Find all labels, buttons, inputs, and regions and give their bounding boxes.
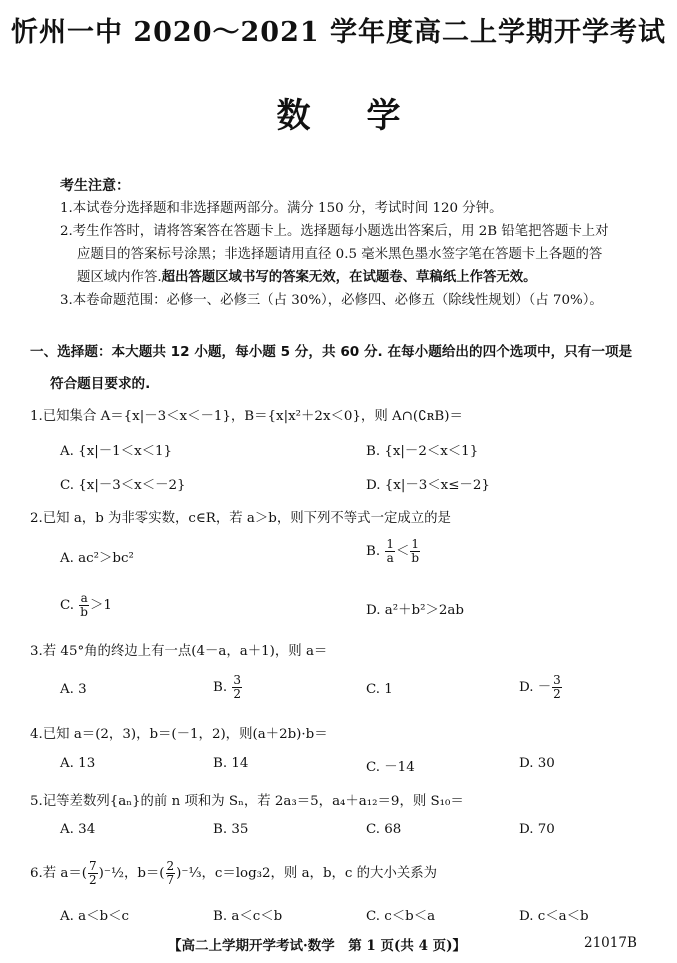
q5-option-c: C. 68 (366, 822, 402, 837)
q3-option-d-num: 3 (553, 673, 561, 687)
notice-heading: 考生注意： (60, 178, 130, 194)
q2-option-b-num-2: 1 (411, 537, 420, 551)
q6-b-num: 2 (166, 859, 175, 873)
notice-item-2-line-2: 应题目的答案标号涂黑；非选择题请用直径 0.5 毫米黑色墨水签字笔在答题卡上各题的答 (77, 247, 603, 262)
q1-stem: 1.已知集合 A＝{x|－3＜x＜－1}，B＝{x|x²＋2x＜0}，则 A∩(∁ʀB)＝ (30, 409, 463, 424)
section-header-line-1: 一、选择题：本大题共 12 小题，每小题 5 分，共 60 分. 在每小题给出的四个选项中，只有一项是 (30, 344, 633, 360)
q3-option-b-label: B. (213, 680, 228, 695)
q3-option-d-den: 2 (553, 687, 561, 701)
q3-option-d (519, 674, 563, 701)
q3-stem: 3.若 45°角的终边上有一点(4－a，a＋1)，则 a＝ (30, 644, 328, 659)
subject-title: 数学 (276, 96, 457, 136)
notice-item-1: 1.本试卷分选择题和非选择题两部分。满分 150 分，考试时间 120 分钟。 (60, 201, 503, 216)
q5-stem: 5.记等差数列{aₙ}的前 n 项和为 Sₙ，若 2a₃＝5，a₄＋a₁₂＝9，则 S₁₀＝ (30, 794, 464, 809)
q2-option-a: A. ac²＞bc² (60, 551, 134, 566)
q4-stem: 4.已知 a＝(2，3)，b＝(－1，2)，则(a＋2b)·b＝ (30, 727, 328, 742)
q2-option-b-num-1: 1 (386, 537, 395, 551)
q2-option-c-frac (79, 592, 89, 619)
q4-option-d: D. 30 (519, 756, 555, 771)
q3-option-b-num: 3 (233, 673, 242, 687)
q6-a-frac (88, 860, 98, 887)
q4-option-b: B. 14 (213, 756, 249, 771)
q2-option-c-relation: ＞1 (89, 598, 112, 613)
q6-stem-part-exp: )⁻½，b＝( (98, 866, 165, 881)
q6-stem-part-a: 6.若 a＝( (30, 866, 88, 881)
notice-item-2-line-3 (77, 266, 537, 289)
q2-option-b-label: B. (366, 544, 381, 559)
q6-a-num: 7 (89, 859, 97, 873)
q2-option-b-relation: ＜ (396, 544, 410, 559)
paper-code: 21017B (584, 935, 637, 951)
q1-option-c: C. {x|－3＜x＜－2} (60, 478, 186, 493)
q3-option-b-den: 2 (233, 687, 242, 701)
q2-option-d: D. a²＋b²＞2ab (366, 603, 464, 618)
q2-option-c (60, 592, 112, 619)
q3-option-c: C. 1 (366, 682, 393, 697)
q2-option-c-den: b (80, 605, 88, 619)
q6-option-a: A. a＜b＜c (60, 909, 130, 924)
q4-option-a: A. 13 (60, 756, 96, 771)
q2-option-b (366, 538, 421, 565)
q5-option-a: A. 34 (60, 822, 96, 837)
q6-stem (30, 860, 437, 887)
section-header-line-2: 符合题目要求的. (50, 376, 151, 392)
q6-stem-part-b: )⁻⅓，c＝log₃2，则 a，b，c 的大小关系为 (176, 866, 438, 881)
q3-option-b-frac (232, 674, 242, 701)
notice-item-3: 3.本卷命题范围：必修一、必修三（占 30%），必修四、必修五（除线性规划）（占 70%）。 (60, 293, 603, 308)
q3-option-a: A. 3 (60, 682, 87, 697)
q3-option-d-frac (552, 674, 562, 701)
q5-option-d: D. 70 (519, 822, 555, 837)
q2-option-c-num: a (80, 591, 88, 605)
notice-item-2-line-1: 2.考生作答时，请将答案答在答题卡上。选择题每小题选出答案后，用 2B 铅笔把答题卡上对 (60, 224, 609, 239)
q6-b-frac (166, 860, 176, 887)
q4-option-c: C. －14 (366, 760, 415, 775)
q6-option-b: B. a＜c＜b (213, 909, 283, 924)
q2-stem: 2.已知 a，b 为非零实数，c∈R，若 a＞b，则下列不等式一定成立的是 (30, 511, 451, 526)
q2-option-b-frac-2 (410, 538, 420, 565)
q2-option-c-label: C. (60, 598, 75, 613)
q6-a-den: 2 (89, 873, 97, 887)
q1-option-b: B. {x|－2＜x＜1} (366, 444, 479, 459)
q3-option-b (213, 674, 243, 701)
notice-item-2-line-3-text: 题区域内作答. (77, 270, 162, 285)
q5-option-b: B. 35 (213, 822, 249, 837)
q2-option-b-den-1: a (386, 551, 394, 565)
q3-option-d-label: D. － (519, 680, 552, 695)
notice-warning: 超出答题区域书写的答案无效，在试题卷、草稿纸上作答无效。 (161, 270, 537, 285)
exam-title: 忻州一中 2020～2021 学年度高二上学期开学考试 (10, 17, 667, 48)
q6-b-den: 7 (166, 873, 175, 887)
q6-option-d: D. c＜a＜b (519, 909, 589, 924)
q6-option-c: C. c＜b＜a (366, 909, 436, 924)
q2-option-b-den-2: b (411, 551, 420, 565)
q2-option-b-frac-1 (385, 538, 395, 565)
q1-option-a: A. {x|－1＜x＜1} (60, 444, 173, 459)
q1-option-d: D. {x|－3＜x≤－2} (366, 478, 490, 493)
page-footer: 【高二上学期开学考试·数学 第 1 页(共 4 页)】 (168, 938, 467, 954)
